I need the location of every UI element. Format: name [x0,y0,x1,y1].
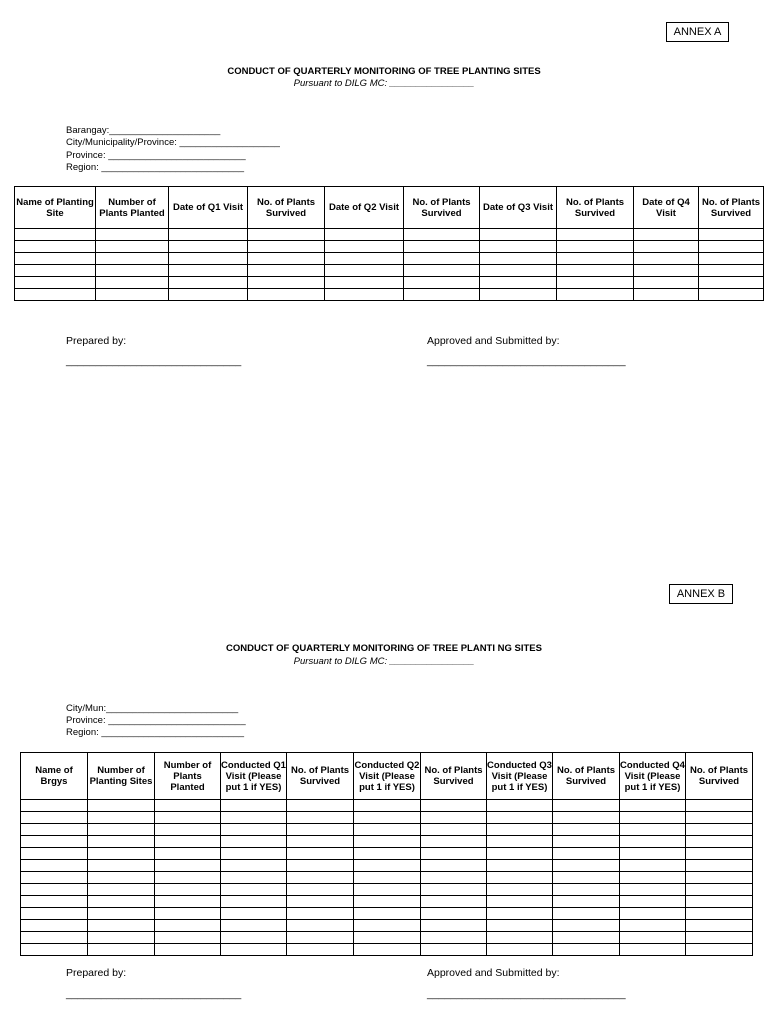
table-cell[interactable] [620,848,686,860]
table-cell[interactable] [354,932,421,944]
table-cell[interactable] [487,884,553,896]
table-cell[interactable] [21,932,88,944]
table-cell[interactable] [421,944,487,956]
table-cell[interactable] [248,277,325,289]
table-cell[interactable] [487,848,553,860]
table-cell[interactable] [169,265,248,277]
table-cell[interactable] [354,848,421,860]
table-cell[interactable] [421,872,487,884]
table-cell[interactable] [553,812,620,824]
table-cell[interactable] [487,920,553,932]
table-cell[interactable] [15,265,96,277]
col-header-conducted-q1-visit: Conducted Q1 Visit (Please put 1 if YES) [221,753,287,800]
table-row [21,920,753,932]
table-cell[interactable] [686,920,753,932]
col-header-conducted-q3-visit: Conducted Q3 Visit (Please put 1 if YES) [487,753,553,800]
table-cell[interactable] [354,836,421,848]
table-cell[interactable] [686,884,753,896]
table-cell[interactable] [480,265,557,277]
table-cell[interactable] [354,896,421,908]
annex-a-approved-by-label: Approved and Submitted by: [427,335,560,347]
annex-b-prepared-by-label: Prepared by: [66,967,127,979]
annex-a-prepared-by-signature-line: ______________________________ [66,355,242,367]
col-header-q3-plants-survived: No. of Plants Survived [557,187,634,229]
table-cell[interactable] [553,824,620,836]
table-cell[interactable] [557,253,634,265]
table-cell[interactable] [421,824,487,836]
table-cell[interactable] [354,884,421,896]
table-cell[interactable] [620,872,686,884]
col-header-name-of-planting-site: Name of Planting Site [15,187,96,229]
table-row [21,896,753,908]
table-cell[interactable] [96,253,169,265]
table-cell[interactable] [699,289,764,301]
table-cell[interactable] [487,896,553,908]
annex-a-monitoring-table [14,186,764,301]
table-cell[interactable] [15,289,96,301]
table-cell[interactable] [487,860,553,872]
table-row [21,884,753,896]
table-cell[interactable] [487,872,553,884]
table-cell[interactable] [287,884,354,896]
table-cell[interactable] [686,944,753,956]
table-cell[interactable] [96,241,169,253]
table-cell[interactable] [404,229,480,241]
table-cell[interactable] [221,908,287,920]
table-row [21,944,753,956]
table-cell[interactable] [88,944,155,956]
table-cell[interactable] [325,229,404,241]
region-field: Region: ___________________________ [66,727,245,738]
region-field: Region: ___________________________ [66,162,245,173]
table-cell[interactable] [21,824,88,836]
table-cell[interactable] [21,884,88,896]
table-cell[interactable] [221,944,287,956]
table-cell[interactable] [557,277,634,289]
table-cell[interactable] [404,253,480,265]
table-cell[interactable] [169,289,248,301]
table-cell[interactable] [354,812,421,824]
table-row [21,932,753,944]
annex-a-approved-by-signature-line: __________________________________ [427,355,626,367]
table-row [15,277,764,289]
table-row [15,289,764,301]
table-cell[interactable] [557,265,634,277]
table-cell[interactable] [88,896,155,908]
table-cell[interactable] [421,860,487,872]
table-cell[interactable] [699,253,764,265]
barangay-field: Barangay:_____________________ [66,125,221,136]
table-cell[interactable] [557,229,634,241]
table-cell[interactable] [325,289,404,301]
table-row [15,265,764,277]
table-cell[interactable] [686,836,753,848]
table-cell[interactable] [620,824,686,836]
table-cell[interactable] [354,872,421,884]
table-cell[interactable] [620,896,686,908]
table-cell[interactable] [354,908,421,920]
table-cell[interactable] [155,932,221,944]
table-cell[interactable] [96,265,169,277]
table-cell[interactable] [421,884,487,896]
table-cell[interactable] [557,241,634,253]
table-cell[interactable] [480,229,557,241]
table-cell[interactable] [221,836,287,848]
table-cell[interactable] [21,848,88,860]
city-municipality-province-field: City/Municipality/Province: ___________________ [66,137,280,148]
table-cell[interactable] [155,812,221,824]
table-cell[interactable] [686,860,753,872]
table-cell[interactable] [699,229,764,241]
table-cell[interactable] [325,265,404,277]
annex-a-title: CONDUCT OF QUARTERLY MONITORING OF TREE PLANTING SITES [227,66,541,77]
col-header-date-of-q3-visit: Date of Q3 Visit [480,187,557,229]
table-cell[interactable] [88,860,155,872]
table-cell[interactable] [21,860,88,872]
table-cell[interactable] [686,908,753,920]
table-cell[interactable] [480,277,557,289]
table-cell[interactable] [480,289,557,301]
province-field: Province: __________________________ [66,150,246,161]
col-header-q2-plants-survived: No. of Plants Survived [421,753,487,800]
table-cell[interactable] [248,229,325,241]
col-header-q3-plants-survived: No. of Plants Survived [553,753,620,800]
table-cell[interactable] [553,884,620,896]
table-cell[interactable] [21,920,88,932]
col-header-name-of-brgys: Name of Brgys [21,753,88,800]
table-row [15,241,764,253]
table-cell[interactable] [620,920,686,932]
annex-b-monitoring-table [20,752,753,956]
table-cell[interactable] [421,812,487,824]
table-cell[interactable] [155,860,221,872]
annex-b-approved-by-label: Approved and Submitted by: [427,967,560,979]
table-cell[interactable] [21,896,88,908]
table-cell[interactable] [404,265,480,277]
table-cell[interactable] [155,884,221,896]
table-cell[interactable] [221,800,287,812]
table-cell[interactable] [421,920,487,932]
col-header-q4-plants-survived: No. of Plants Survived [699,187,764,229]
table-cell[interactable] [21,800,88,812]
table-cell[interactable] [287,908,354,920]
table-cell[interactable] [699,265,764,277]
table-cell[interactable] [21,872,88,884]
table-cell[interactable] [155,908,221,920]
table-cell[interactable] [699,241,764,253]
table-cell[interactable] [404,289,480,301]
table-cell[interactable] [15,241,96,253]
table-cell[interactable] [96,289,169,301]
table-cell[interactable] [88,812,155,824]
table-cell[interactable] [21,908,88,920]
col-header-number-of-plants-planted: Number of Plants Planted [96,187,169,229]
table-cell[interactable] [354,920,421,932]
table-row [21,836,753,848]
table-cell[interactable] [686,848,753,860]
table-cell[interactable] [221,884,287,896]
col-header-q2-plants-survived: No. of Plants Survived [404,187,480,229]
table-cell[interactable] [169,229,248,241]
table-cell[interactable] [480,253,557,265]
table-cell[interactable] [287,896,354,908]
table-cell[interactable] [553,932,620,944]
table-cell[interactable] [553,896,620,908]
table-cell[interactable] [155,896,221,908]
table-cell[interactable] [620,884,686,896]
table-row [21,848,753,860]
table-cell[interactable] [620,932,686,944]
table-cell[interactable] [88,908,155,920]
table-cell[interactable] [88,824,155,836]
table-cell[interactable] [155,836,221,848]
table-cell[interactable] [287,836,354,848]
table-cell[interactable] [404,241,480,253]
table-cell[interactable] [15,253,96,265]
table-cell[interactable] [634,277,699,289]
col-header-conducted-q2-visit: Conducted Q2 Visit (Please put 1 if YES) [354,753,421,800]
annex-b-title: CONDUCT OF QUARTERLY MONITORING OF TREE PLANTI NG SITES [226,643,542,654]
table-row [15,229,764,241]
table-cell[interactable] [421,836,487,848]
annex-b-prepared-by-signature-line: ______________________________ [66,988,242,1000]
table-cell[interactable] [287,812,354,824]
table-cell[interactable] [421,908,487,920]
table-cell[interactable] [88,884,155,896]
col-header-number-of-plants-planted: Number of Plants Planted [155,753,221,800]
table-cell[interactable] [88,800,155,812]
table-cell[interactable] [248,265,325,277]
table-cell[interactable] [557,289,634,301]
table-cell[interactable] [15,277,96,289]
table-cell[interactable] [221,896,287,908]
table-cell[interactable] [421,800,487,812]
table-cell[interactable] [686,872,753,884]
table-cell[interactable] [354,824,421,836]
table-cell[interactable] [325,241,404,253]
table-cell[interactable] [248,289,325,301]
table-cell[interactable] [21,836,88,848]
table-cell[interactable] [487,812,553,824]
table-cell[interactable] [248,241,325,253]
table-row [21,824,753,836]
table-cell[interactable] [620,800,686,812]
col-header-number-of-planting-sites: Number of Planting Sites [88,753,155,800]
table-cell[interactable] [221,848,287,860]
table-cell[interactable] [88,848,155,860]
table-cell[interactable] [15,229,96,241]
table-cell[interactable] [421,896,487,908]
table-cell[interactable] [155,800,221,812]
col-header-date-of-q2-visit: Date of Q2 Visit [325,187,404,229]
table-cell[interactable] [553,800,620,812]
table-cell[interactable] [221,932,287,944]
table-cell[interactable] [634,265,699,277]
table-cell[interactable] [88,836,155,848]
table-row [21,872,753,884]
col-header-date-of-q4-visit: Date of Q4 Visit [634,187,699,229]
table-cell[interactable] [686,800,753,812]
table-row [21,812,753,824]
table-cell[interactable] [155,824,221,836]
table-cell[interactable] [21,944,88,956]
table-cell[interactable] [553,944,620,956]
table-cell[interactable] [169,253,248,265]
table-cell[interactable] [553,836,620,848]
table-row [15,253,764,265]
table-cell[interactable] [487,824,553,836]
table-cell[interactable] [96,229,169,241]
table-cell[interactable] [287,932,354,944]
annex-a-subtitle: Pursuant to DILG MC: ________________ [293,78,475,89]
table-cell[interactable] [686,824,753,836]
table-cell[interactable] [487,932,553,944]
table-cell[interactable] [248,253,325,265]
province-field: Province: __________________________ [66,715,246,726]
table-cell[interactable] [354,800,421,812]
table-cell[interactable] [620,860,686,872]
table-cell[interactable] [553,908,620,920]
annex-b-approved-by-signature-line: __________________________________ [427,988,626,1000]
table-row [21,908,753,920]
table-cell[interactable] [88,872,155,884]
table-cell[interactable] [155,872,221,884]
table-cell[interactable] [487,944,553,956]
table-cell[interactable] [21,812,88,824]
table-cell[interactable] [699,277,764,289]
annex-a-label: ANNEX A [666,22,729,42]
table-cell[interactable] [88,932,155,944]
table-cell[interactable] [686,896,753,908]
table-cell[interactable] [221,872,287,884]
table-cell[interactable] [325,277,404,289]
table-cell[interactable] [480,241,557,253]
table-cell[interactable] [287,944,354,956]
table-cell[interactable] [287,872,354,884]
table-cell[interactable] [634,229,699,241]
table-cell[interactable] [169,241,248,253]
annex-a-prepared-by-label: Prepared by: [66,335,127,347]
table-cell[interactable] [287,848,354,860]
table-cell[interactable] [169,277,248,289]
table-cell[interactable] [404,277,480,289]
table-cell[interactable] [221,824,287,836]
col-header-conducted-q4-visit: Conducted Q4 Visit (Please put 1 if YES) [620,753,686,800]
table-cell[interactable] [620,812,686,824]
table-cell[interactable] [287,920,354,932]
table-cell[interactable] [88,920,155,932]
table-cell[interactable] [634,241,699,253]
table-cell[interactable] [487,836,553,848]
table-cell[interactable] [354,944,421,956]
table-cell[interactable] [325,253,404,265]
table-cell[interactable] [221,812,287,824]
table-cell[interactable] [487,800,553,812]
table-cell[interactable] [553,920,620,932]
col-header-date-of-q1-visit: Date of Q1 Visit [169,187,248,229]
table-cell[interactable] [686,932,753,944]
city-mun-field: City/Mun:_________________________ [66,703,239,714]
table-cell[interactable] [620,908,686,920]
table-cell[interactable] [553,848,620,860]
col-header-q4-plants-survived: No. of Plants Survived [686,753,753,800]
table-cell[interactable] [221,860,287,872]
table-cell[interactable] [620,836,686,848]
table-cell[interactable] [487,908,553,920]
col-header-q1-plants-survived: No. of Plants Survived [248,187,325,229]
col-header-q1-plants-survived: No. of Plants Survived [287,753,354,800]
annex-b-label: ANNEX B [669,584,733,604]
table-cell[interactable] [287,800,354,812]
table-cell[interactable] [553,872,620,884]
table-cell[interactable] [634,289,699,301]
table-cell[interactable] [421,848,487,860]
table-row [21,860,753,872]
table-cell[interactable] [620,944,686,956]
table-cell[interactable] [155,920,221,932]
annex-b-subtitle: Pursuant to DILG MC: ________________ [293,656,475,667]
table-cell[interactable] [221,920,287,932]
table-row [21,800,753,812]
table-cell[interactable] [96,277,169,289]
table-cell[interactable] [287,860,354,872]
table-cell[interactable] [354,860,421,872]
table-cell[interactable] [155,944,221,956]
table-cell[interactable] [421,932,487,944]
table-cell[interactable] [155,848,221,860]
table-cell[interactable] [287,824,354,836]
table-cell[interactable] [686,812,753,824]
table-cell[interactable] [553,860,620,872]
table-cell[interactable] [634,253,699,265]
